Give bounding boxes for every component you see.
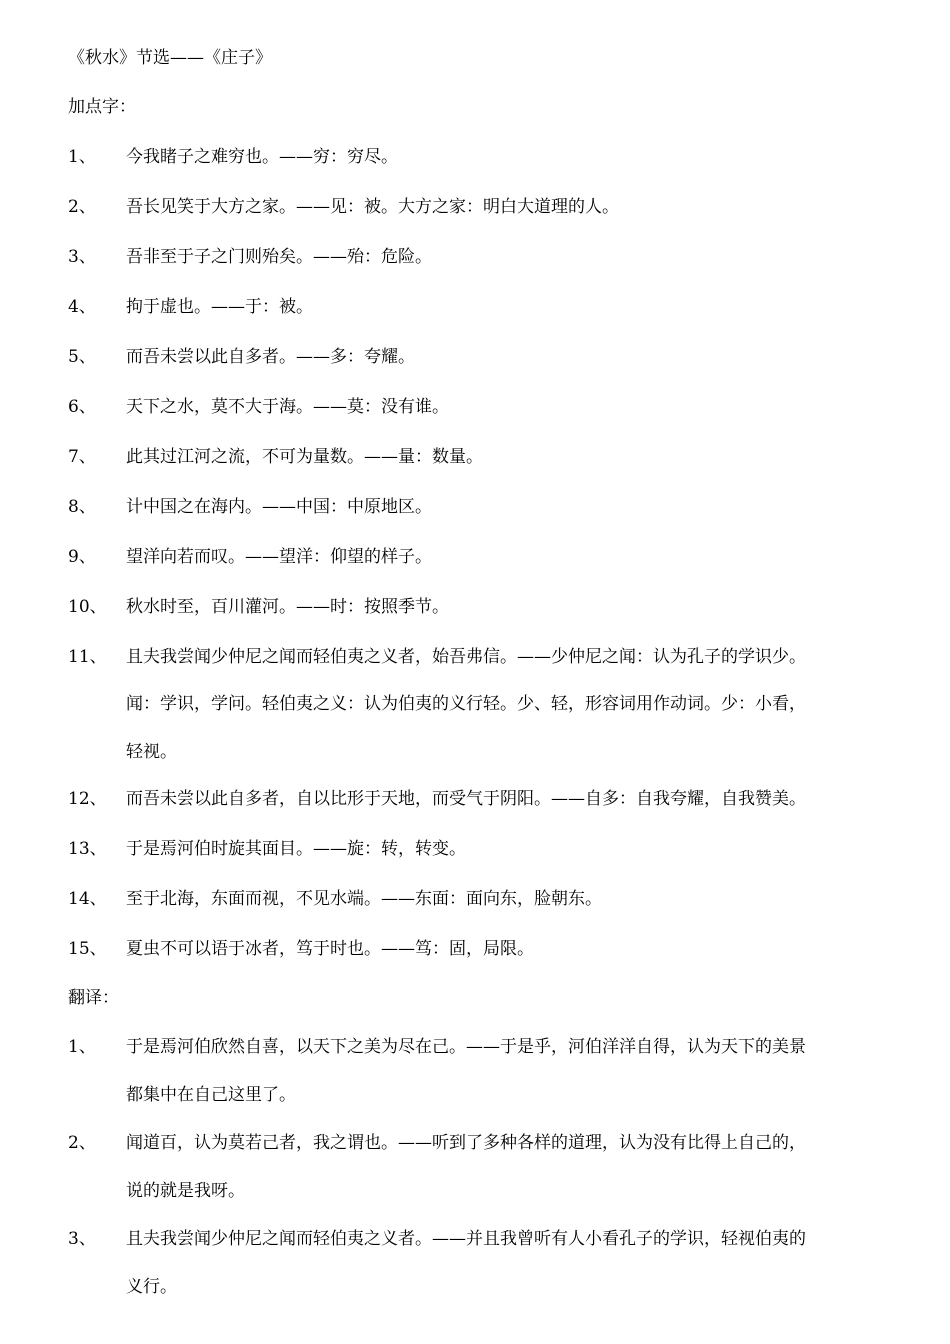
item-number: 14、 [68, 889, 107, 909]
item-text: 计中国之在海内。——中国：中原地区。 [126, 497, 432, 517]
section-heading-fanyi: 翻译： [68, 988, 119, 1008]
item-text: 天下之水，莫不大于海。——莫：没有谁。 [126, 397, 449, 417]
item-text: 吾非至于子之门则殆矣。——殆：危险。 [126, 247, 432, 267]
item-text: 而吾未尝以此自多者。——多：夸耀。 [126, 347, 415, 367]
item-number: 1、 [68, 1037, 96, 1057]
item-text: 此其过江河之流，不可为量数。——量：数量。 [126, 447, 483, 467]
item-number: 10、 [68, 597, 107, 617]
item-number: 5、 [68, 347, 96, 367]
item-text-continuation: 轻视。 [126, 742, 177, 762]
item-text-continuation: 闻：学识，学问。轻伯夷之义：认为伯夷的义行轻。少、轻，形容词用作动词。少：小看， [126, 694, 806, 714]
item-number: 2、 [68, 197, 96, 217]
section-heading-jiadian: 加点字： [68, 97, 136, 117]
item-text: 闻道百，认为莫若己者，我之谓也。——听到了多种各样的道理，认为没有比得上自己的， [126, 1133, 806, 1153]
item-number: 3、 [68, 1229, 96, 1249]
item-text: 吾长见笑于大方之家。——见：被。大方之家：明白大道理的人。 [126, 197, 619, 217]
item-number: 3、 [68, 247, 96, 267]
item-number: 6、 [68, 397, 96, 417]
item-number: 1、 [68, 147, 96, 167]
item-number: 12、 [68, 789, 107, 809]
item-number: 13、 [68, 839, 107, 859]
item-text: 而吾未尝以此自多者，自以比形于天地，而受气于阴阳。——自多：自我夸耀，自我赞美。 [126, 789, 806, 809]
item-text: 夏虫不可以语于冰者，笃于时也。——笃：固，局限。 [126, 939, 534, 959]
item-text: 至于北海，东面而视，不见水端。——东面：面向东，脸朝东。 [126, 889, 602, 909]
item-number: 11、 [68, 647, 107, 667]
item-text: 于是焉河伯时旋其面目。——旋：转，转变。 [126, 839, 466, 859]
item-text: 于是焉河伯欣然自喜，以天下之美为尽在己。——于是乎，河伯洋洋自得，认为天下的美景 [126, 1037, 806, 1057]
item-number: 8、 [68, 497, 96, 517]
item-number: 2、 [68, 1133, 96, 1153]
item-number: 15、 [68, 939, 107, 959]
item-text: 且夫我尝闻少仲尼之闻而轻伯夷之义者。——并且我曾听有人小看孔子的学识，轻视伯夷的 [126, 1229, 806, 1249]
item-number: 7、 [68, 447, 96, 467]
item-number: 4、 [68, 297, 96, 317]
item-text: 望洋向若而叹。——望洋：仰望的样子。 [126, 547, 432, 567]
item-text-continuation: 说的就是我呀。 [126, 1181, 245, 1201]
document-title: 《秋水》节选——《庄子》 [68, 48, 272, 68]
item-text-continuation: 都集中在自己这里了。 [126, 1085, 296, 1105]
item-text: 今我睹子之难穷也。——穷：穷尽。 [126, 147, 398, 167]
item-text-continuation: 义行。 [126, 1277, 177, 1297]
item-text: 拘于虚也。——于：被。 [126, 297, 313, 317]
item-number: 9、 [68, 547, 96, 567]
item-text: 且夫我尝闻少仲尼之闻而轻伯夷之义者，始吾弗信。——少仲尼之闻：认为孔子的学识少。 [126, 647, 806, 667]
item-text: 秋水时至，百川灌河。——时：按照季节。 [126, 597, 449, 617]
